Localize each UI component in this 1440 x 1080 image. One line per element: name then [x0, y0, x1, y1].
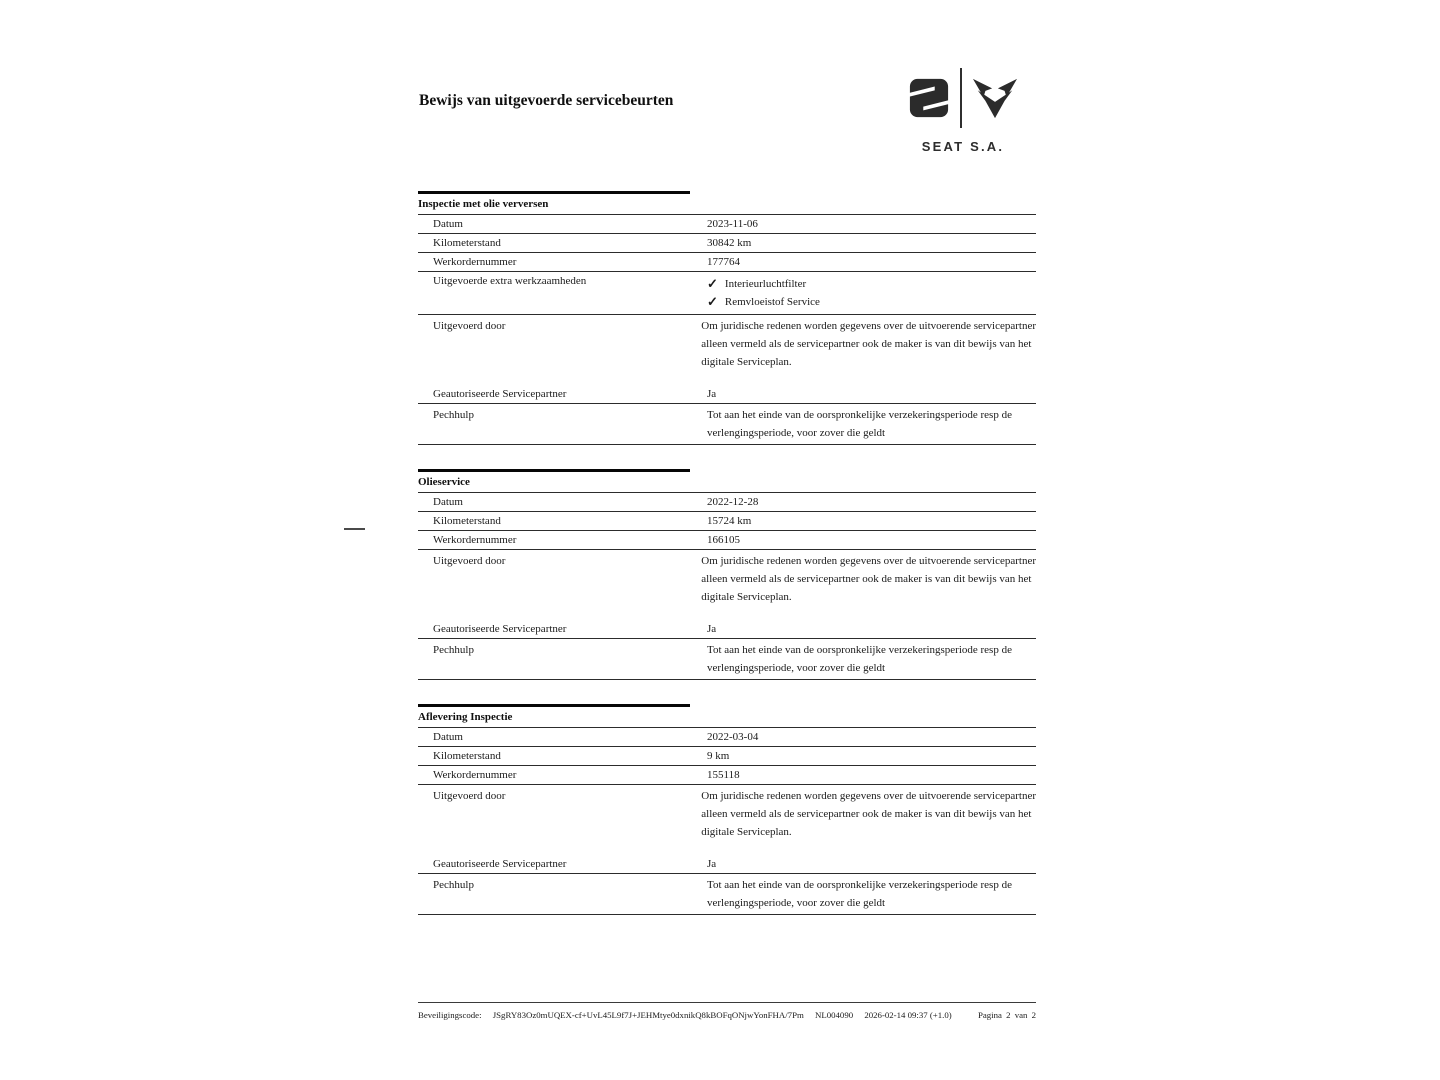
field-row: [418, 493, 1036, 512]
field-label: Uitgevoerde extra werkzaamheden: [433, 275, 587, 287]
security-code-label: Beveiligingscode:: [418, 1010, 482, 1020]
field-row: [418, 747, 1036, 766]
field-label: Werkordernummer: [433, 256, 517, 268]
footer-timestamp: 2026-02-14 09:37 (+1.0): [864, 1010, 952, 1020]
field-value: 30842 km: [707, 237, 752, 249]
field-row: [418, 531, 1036, 550]
legal-note-line: Om juridische redenen worden gegevens over de uitvoerende servicepartner: [701, 555, 1036, 567]
field-value: Ja: [707, 623, 717, 635]
field-label: Pechhulp: [433, 644, 474, 656]
field-value: [707, 639, 1036, 679]
note-line: verlengingsperiode, voor zover die geldt: [707, 427, 886, 439]
field-label: Pechhulp: [433, 409, 474, 421]
field-value: 15724 km: [707, 515, 752, 527]
field-label: Uitgevoerd door: [433, 790, 506, 802]
field-label: Werkordernummer: [433, 769, 517, 781]
field-row-uitgevoerd-door: [418, 315, 1036, 385]
document-body: [418, 191, 1036, 939]
field-label: Uitgevoerd door: [433, 320, 506, 332]
section-heading: Inspectie met olie verversen: [418, 194, 1036, 215]
note-line: Tot aan het einde van de oorspronkelijke verzekeringsperiode resp de: [707, 644, 1012, 656]
field-value: [707, 404, 1036, 444]
field-value: [701, 550, 1036, 620]
field-row: [418, 766, 1036, 785]
legal-note-line: digitale Serviceplan.: [701, 356, 792, 368]
field-row: [418, 385, 1036, 404]
field-label: Kilometerstand: [433, 237, 501, 249]
field-label: Datum: [433, 496, 463, 508]
brand-divider: [960, 68, 962, 128]
security-code: JSgRY83Oz0mUQEX-cf+UvL45L9f7J+JEHMtye0dxnikQ8kBOFqONjwYonFHA/7Pm: [492, 1010, 804, 1020]
section-olieservice: [418, 469, 1036, 680]
field-value: 166105: [707, 534, 740, 546]
field-value: 155118: [707, 769, 740, 781]
brand-block: [903, 66, 1023, 154]
field-row-uitgevoerd-door: [418, 550, 1036, 620]
legal-note-line: alleen vermeld als de servicepartner ook de maker is van dit bewijs van het: [701, 338, 1032, 350]
field-label: Geautoriseerde Servicepartner: [433, 388, 567, 400]
field-row: [418, 234, 1036, 253]
field-label: Kilometerstand: [433, 515, 501, 527]
seat-logo-icon: [908, 76, 950, 120]
field-row-pechhulp: [418, 639, 1036, 680]
field-value: 2022-03-04: [707, 731, 759, 743]
field-value: [707, 874, 1036, 914]
field-value: 177764: [707, 256, 740, 268]
check-item-label: Remvloeistof Service: [724, 296, 820, 308]
security-code-line: [418, 1010, 952, 1020]
check-item: [707, 293, 1036, 311]
field-value: [707, 272, 1036, 314]
fold-mark: [344, 528, 365, 530]
legal-note-line: Om juridische redenen worden gegevens over de uitvoerende servicepartner: [701, 320, 1036, 332]
field-label: Pechhulp: [433, 879, 474, 891]
note-line: verlengingsperiode, voor zover die geldt: [707, 662, 886, 674]
field-row: [418, 620, 1036, 639]
field-label: Datum: [433, 218, 463, 230]
section-inspectie-met-olie-verversen: [418, 191, 1036, 445]
field-label: Kilometerstand: [433, 750, 501, 762]
field-value: [701, 785, 1036, 855]
field-row: [418, 215, 1036, 234]
field-row: [418, 728, 1036, 747]
check-item: [707, 275, 1036, 293]
section-heading: Olieservice: [418, 472, 1036, 493]
field-row-pechhulp: [418, 874, 1036, 915]
field-value: 9 km: [707, 750, 730, 762]
check-item-label: Interieurluchtfilter: [724, 278, 807, 290]
legal-note-line: alleen vermeld als de servicepartner ook de maker is van dit bewijs van het: [701, 808, 1032, 820]
checkmark-icon: ✓: [707, 276, 718, 291]
legal-note-line: digitale Serviceplan.: [701, 826, 792, 838]
field-value: 2022-12-28: [707, 496, 759, 508]
company-name: SEAT S.A.: [921, 139, 1005, 154]
note-line: Tot aan het einde van de oorspronkelijke verzekeringsperiode resp de: [707, 879, 1012, 891]
note-line: Tot aan het einde van de oorspronkelijke verzekeringsperiode resp de: [707, 409, 1012, 421]
field-label: Geautoriseerde Servicepartner: [433, 858, 567, 870]
field-value: Ja: [707, 388, 717, 400]
field-row: [418, 253, 1036, 272]
cupra-logo-icon: [972, 73, 1018, 123]
field-value: Ja: [707, 858, 717, 870]
field-row-pechhulp: [418, 404, 1036, 445]
field-label: Datum: [433, 731, 463, 743]
section-heading: Aflevering Inspectie: [418, 707, 1036, 728]
field-label: Werkordernummer: [433, 534, 517, 546]
page-number: Pagina 2 van 2: [977, 1010, 1036, 1020]
field-label: Geautoriseerde Servicepartner: [433, 623, 567, 635]
field-row: [418, 512, 1036, 531]
legal-note-line: Om juridische redenen worden gegevens over de uitvoerende servicepartner: [701, 790, 1036, 802]
legal-note-line: alleen vermeld als de servicepartner ook de maker is van dit bewijs van het: [701, 573, 1032, 585]
legal-note-line: digitale Serviceplan.: [701, 591, 792, 603]
field-row-extra-work: [418, 272, 1036, 315]
document-code: NL004090: [815, 1010, 854, 1020]
section-aflevering-inspectie: [418, 704, 1036, 915]
field-row-uitgevoerd-door: [418, 785, 1036, 855]
note-line: verlengingsperiode, voor zover die geldt: [707, 897, 886, 909]
brand-logos: [903, 66, 1023, 130]
footer: [418, 1002, 1036, 1020]
field-label: Uitgevoerd door: [433, 555, 506, 567]
field-value: [701, 315, 1036, 385]
field-row: [418, 855, 1036, 874]
field-value: 2023-11-06: [707, 218, 758, 230]
checkmark-icon: ✓: [707, 294, 718, 309]
document-title: Bewijs van uitgevoerde servicebeurten: [419, 92, 674, 109]
